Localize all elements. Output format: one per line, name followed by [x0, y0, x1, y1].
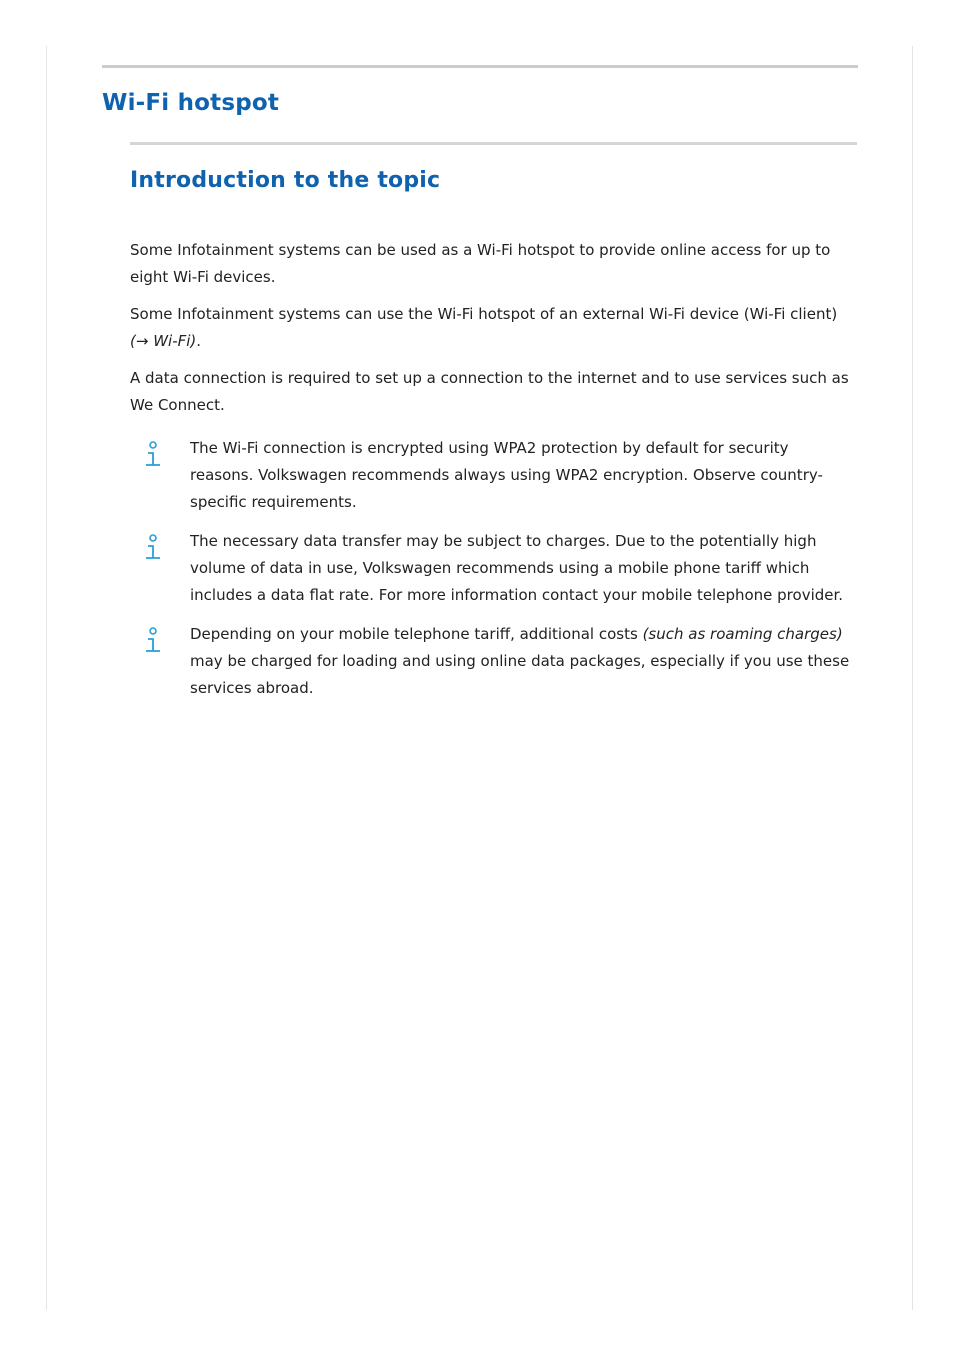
info-icon: [142, 534, 164, 562]
note-roaming-before: Depending on your mobile telephone tariff, additional costs: [190, 625, 643, 643]
note-charges: [130, 528, 850, 609]
paragraph-data-connection: A data connection is required to set up a connection to the internet and to use services such as We Connect.: [130, 369, 849, 414]
notes-list: [130, 435, 850, 702]
page-border-left: [46, 46, 47, 1310]
note-encryption: [130, 435, 850, 516]
cross-reference-wifi[interactable]: (→ Wi-Fi): [130, 332, 197, 350]
note-roaming-after: may be charged for loading and using online data packages, especially if you use these services abroad.: [190, 652, 850, 697]
paragraph-client: [130, 301, 850, 355]
paragraph-client-text: Some Infotainment systems can use the Wi-Fi hotspot of an external Wi-Fi device (Wi-Fi client): [130, 305, 838, 323]
note-roaming-text: [190, 621, 850, 702]
section-title: Introduction to the topic: [130, 168, 441, 193]
note-charges-text: The necessary data transfer may be subject to charges. Due to the potentially high volume of data in use, Volkswagen recommends using a mobile phone tariff which includes a data flat rate. For more information contact your mobile telephone provider.: [190, 532, 844, 604]
chapter-rule: [102, 65, 858, 68]
section-rule: [130, 142, 857, 145]
note-roaming: [130, 621, 850, 702]
page-border-right: [912, 46, 913, 1310]
info-icon: [142, 441, 164, 469]
paragraph-hotspot: Some Infotainment systems can be used as a Wi-Fi hotspot to provide online access for up to eight Wi-Fi devices.: [130, 241, 831, 286]
note-roaming-italic: (such as roaming charges): [642, 625, 843, 643]
paragraph-client-end: .: [196, 332, 202, 350]
note-encryption-text: The Wi-Fi connection is encrypted using WPA2 protection by default for security reasons. Volkswagen recommends always using WPA2 encryption. Observe country-specific requirements.: [190, 439, 823, 511]
info-icon: [142, 627, 164, 655]
chapter-title: Wi-Fi hotspot: [102, 90, 280, 116]
section-content: [130, 237, 850, 714]
